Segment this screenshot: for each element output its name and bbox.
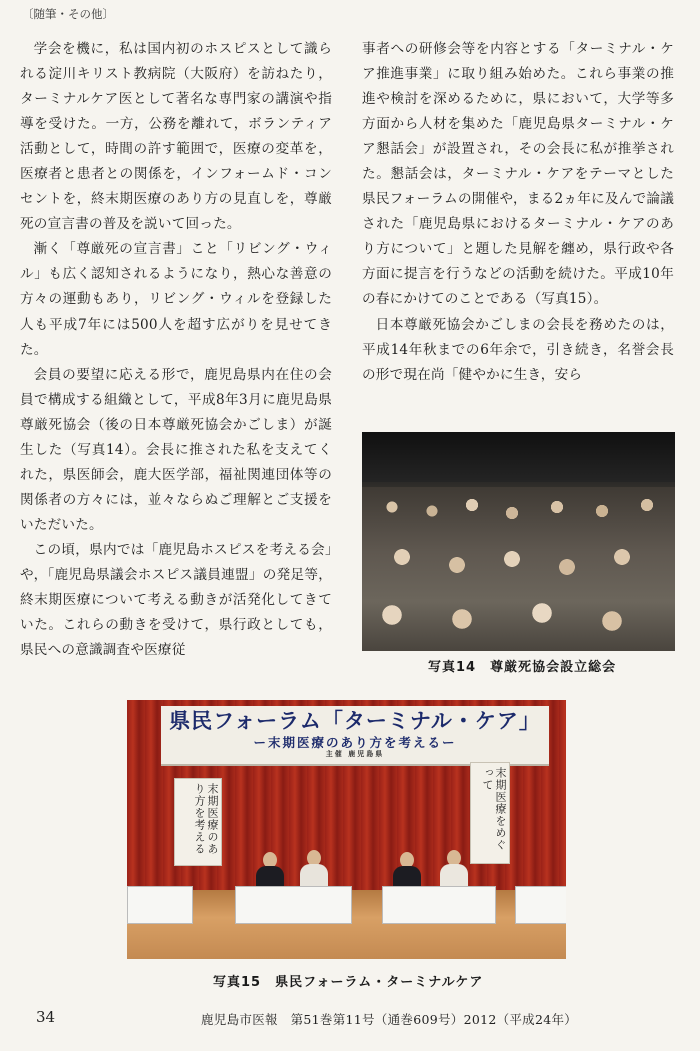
right-column bbox=[362, 37, 674, 388]
section-tag: 〔随筆・その他〕 bbox=[22, 7, 114, 21]
panel-table bbox=[382, 886, 496, 924]
right-vertical-banner: 末期医療をめぐって bbox=[470, 762, 510, 864]
photo-14-audience bbox=[362, 432, 675, 651]
banner-subtitle: ー末期医療のあり方を考えるー bbox=[253, 735, 457, 750]
banner-host: 主催 鹿児島県 bbox=[325, 750, 385, 758]
left-column bbox=[20, 37, 332, 663]
paragraph: この頃，県内では「鹿児島ホスピスを考える会」や，「鹿児島県議会ホスピス議員連盟」の発足等，終末期医療について考える動きが活発化してきていた。これらの動きを受けて，県行政としても，県民への意識調査や医療従 bbox=[20, 541, 332, 659]
panel-table bbox=[515, 886, 566, 924]
hall-ceiling bbox=[362, 432, 675, 482]
banner-title: 県民フォーラム「ターミナル・ケア」 bbox=[169, 709, 541, 733]
photo-14-caption: 写真14 尊厳死協会設立総会 bbox=[428, 660, 617, 675]
left-vertical-banner: 末期医療のあり方を考える bbox=[174, 778, 222, 866]
panel-table bbox=[127, 886, 193, 924]
paragraph: 学会を機に，私は国内初のホスピスとして識られる淀川キリスト教病院（大阪府）を訪ねたり，ターミナルケア医として著名な専門家の講演や指導を受けた。一方，公務を離れて，ボランティア活動として，時間の許す範囲で，医療の変革を，医療者と患者との関係を，インフォームド・コンセントを，終末期医療のあり方の見直しを，尊厳死の宣言書の普及を説いて回った。 bbox=[20, 41, 332, 233]
photo-15-caption: 写真15 県民フォーラム・ターミナルケア bbox=[213, 975, 484, 990]
paragraph: 事者への研修会等を内容とする「ターミナル・ケア推進事業」に取り組み始めた。これら事業の推進や検討を深めるために，県において，大学等多方面から人材を集めた「鹿児島県ターミナル・ケア懇話会」が設置され，その会長に私が推挙された。懇話会は，ターミナル・ケアをテーマとした県民フォーラムの開催や，まる2ヵ年に及んで論議された「鹿児島県におけるターミナル・ケアのあり方について」と題した見解を纏め，県行政や各方面に提言を行うなどの活動を続けた。平成10年の春にかけてのことである（写真15）。 bbox=[362, 41, 674, 308]
journal-info: 鹿児島市医報 第51巻第11号（通巻609号）2012（平成24年） bbox=[201, 1012, 578, 1027]
paragraph: 日本尊厳死協会かごしまの会長を務めたのは，平成14年秋までの6年余で，引き続き，名誉会長の形で現在尚「健やかに生き，安ら bbox=[362, 316, 674, 383]
paragraph: 漸く「尊厳死の宣言書」こと「リビング・ウィル」も広く認知されるようになり，熱心な善意の方々の運動もあり，リビング・ウィルを登録した人も平成7年には500人を超す広がりを見せてきた。 bbox=[20, 241, 332, 358]
photo-15-forum-stage bbox=[127, 700, 566, 959]
paragraph: 会員の要望に応える形で，鹿児島県内在住の会員で構成する組織として，平成8年3月に鹿児島県尊厳死協会（後の日本尊厳死協会かごしま）が誕生した（写真14）。会長に推された私を支えてくれた，県医師会，鹿大医学部，福祉関連団体等の関係者の方々には，並々ならぬご理解とご支援をいただいた。 bbox=[20, 366, 332, 533]
panel-table bbox=[235, 886, 352, 924]
forum-banner bbox=[161, 706, 549, 766]
page-number: 34 bbox=[36, 1008, 56, 1026]
seated-crowd bbox=[362, 487, 675, 651]
